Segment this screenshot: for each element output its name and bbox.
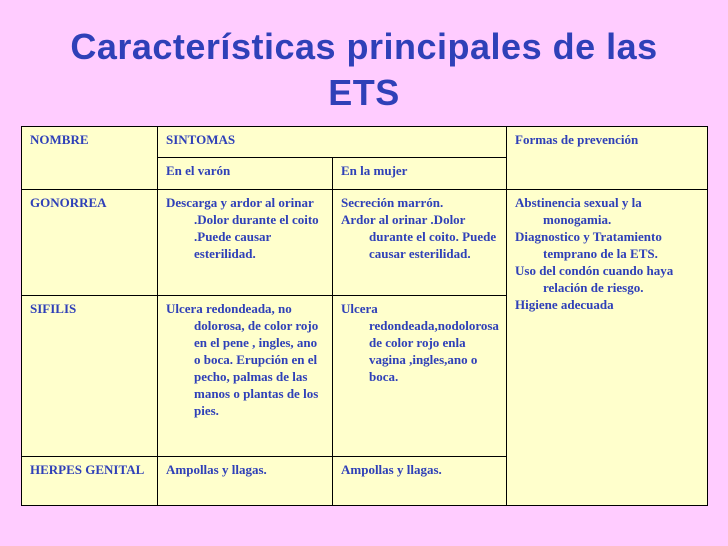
ets-table [21,126,708,506]
prevention-item: Higiene adecuada [515,297,614,312]
symptoms-women-cell [333,296,507,457]
disease-name-cell: GONORREA [22,190,158,296]
symptom-text: Ulcera redondeada,nodolorosa de color rojo enla vagina ,ingles,ano o boca. [341,301,499,384]
symptom-text: Ampollas y llagas. [341,462,442,477]
prevention-cell [507,190,708,506]
symptoms-women-cell [333,190,507,296]
header-name-cell: NOMBRE [22,127,158,190]
symptom-text: Ardor al orinar .Dolor durante el coito. Puede causar esterilidad. [341,212,497,261]
prevention-item: Diagnostico y Tratamiento temprano de la ETS. [515,229,662,261]
symptoms-men-cell [158,190,333,296]
symptoms-men-cell [158,296,333,457]
title-line-1: Características principales de las [70,26,658,67]
slide-title [30,24,698,116]
header-row [22,127,708,158]
subheader-men-cell: En el varón [158,158,333,190]
disease-name-cell: SIFILIS [22,296,158,457]
subheader-women-cell: En la mujer [333,158,507,190]
header-symptoms-cell: SINTOMAS [158,127,507,158]
header-prevention-cell: Formas de prevención [507,127,708,190]
table-row-gonorrea [22,190,708,296]
symptom-text: Ulcera redondeada, no dolorosa, de color rojo en el pene , ingles, ano o boca. Erupción en el pecho, palmas de las manos o plantas de los pies. [166,301,319,418]
symptoms-men-cell [158,457,333,506]
symptom-text: Ampollas y llagas. [166,462,267,477]
symptoms-women-cell [333,457,507,506]
disease-name-cell: HERPES GENITAL [22,457,158,506]
symptom-text: Descarga y ardor al orinar .Dolor durante el coito .Puede causar esterilidad. [166,195,319,261]
prevention-item: Uso del condón cuando haya relación de riesgo. [515,263,674,295]
symptom-text: Secreción marrón. [341,195,444,210]
prevention-item: Abstinencia sexual y la monogamia. [515,195,642,227]
title-line-2: ETS [328,72,400,113]
